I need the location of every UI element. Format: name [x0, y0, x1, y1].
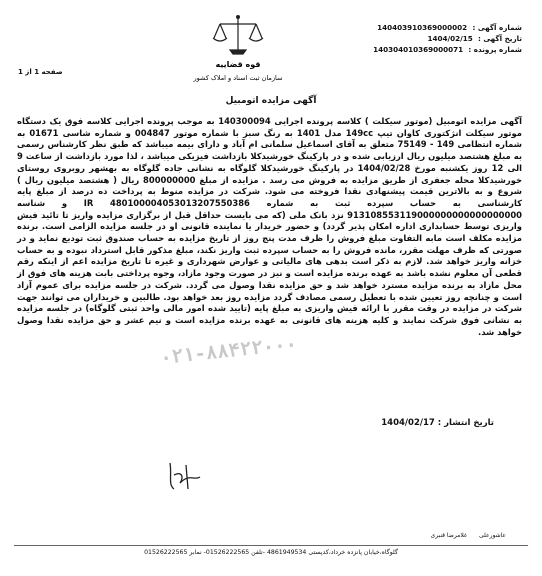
notice-title: آگهی مزایده اتومبیل: [225, 96, 317, 106]
ad-date-label: تاریخ آگهی :: [478, 34, 522, 43]
file-number-value: 140304010369000071: [373, 45, 464, 54]
page-number: صفحه 1 از 1: [18, 68, 63, 76]
ad-date-row: [322, 33, 522, 44]
publication-date-value: 1404/02/17: [381, 418, 435, 428]
footer-signer: [421, 532, 507, 539]
footer-divider: [14, 545, 528, 546]
justice-scales-emblem-icon: [178, 10, 298, 95]
ad-number-label: شماره آگهی :: [472, 23, 522, 32]
publication-date: [381, 418, 494, 428]
ad-number-value: 140403910369000002: [377, 23, 468, 32]
header-info: [322, 22, 522, 55]
signer-role: عاشورعلی: [479, 532, 506, 539]
signer-name: غلامرضا قنبری: [430, 532, 468, 539]
handwritten-signature-icon: [160, 455, 230, 495]
ad-number-row: [322, 22, 522, 33]
svg-text:سازمان ثبت اسناد و املاک کشور: سازمان ثبت اسناد و املاک کشور: [193, 74, 283, 82]
file-number-label: شماره پرونده :: [468, 45, 522, 54]
file-number-row: [322, 44, 522, 55]
publication-date-label: تاریخ انتشار :: [437, 418, 494, 428]
notice-body-text: آگهی مزایده اتومبیل (موتور سیکلت ) کلاسه پرونده اجرایی 140300094 به موجب پرونده اجرایی کلاسه فوق یک دستگاه موتور سیکلت انژکتوری کاوان تیپ 149cc مدل 1401 به رنگ سبز با شماره موتور 004847 و شماره شاسی 01671 به شماره انتظامی 149 - 75149 متعلق به آقای اسماعیل سلمانی ام آباد و دارای بیمه میباشد که طبق نظر کارشناس رسمی به مبلغ هشتصد میلیون ریال ارزیابی شده و در پارکینگ خورشیدکلا بازداشت فیزیکی میباشد ، لذا مورد بازداشت از ساعت 9 الی 12 روز یکشنبه مورخ 1404/02/28 در پارکینگ خورشیدکلا گلوگاه به نشانی جاده گلوگاه به بهشهر روبروی روستای خورشیدکلا محله جعفری از طریق مزایده به فروش می رسد . مزایده از مبلغ 800000000 ریال ( هشتصد میلیون ریال ) شروع و به بالاترین قیمت پیشنهادی نقدا فروخته می شود. شرکت در مزایده منوط به پرداخت ده درصد از مبلغ پایه کارشناسی به حساب سپرده ثبت به شماره IR 480100004053013207550386 و شناسه 913108553119000000000000000000 نزد بانک ملی (که می بایست حداقل قبل از برگزاری مزایده واریز تا تائید فیش واریزی توسط حسابداری اداره امکان پذیر گردد) و حضور خریدار یا نماینده قانونی او در جلسه مزایده الزامی است. برنده مزایده مکلف است مابه التفاوت مبلغ فروش را ظرف مدت پنج روز از تاریخ مزایده به حساب صندوق ثبت تودیع نماید و در صورتی که ظرف مهلت مقرر، مانده فروش را به حساب سپرده ثبت واریز نکند، مبلغ مذکور قابل استرداد نبوده و به حساب خزانه واریز خواهد شد. لازم به ذکر است بدهی های مالیاتی و عوارض شهرداری و غیره تا تاریخ مزایده اعم از اینکه رقم قطعی آن معلوم نشده باشد به عهده برنده مزایده است و نیز در صورت وجود مازاد، وجوه پرداختی بابت هزینه های فوق از محل مازاد به برنده مزایده مسترد خواهد شد و حق مزایده نقدا وصول می گردد. شرکت در جلسه مزایده برای عموم آزاد است و چنانچه روز تعیین شده با تعطیل رسمی مصادف گردد مزایده روز بعد خواهد بود. طالبین و خریداران می توانند جهت شرکت در مزایده در وقت مقرر با ارائه فیش واریزی به مبلغ پایه (تایید شده امور مالی واحد ثبتی گلوگاه) در جلسه مزایده به نشانی فوق شرکت نمایند و کلیه هزینه های قانونی به عهده برنده مزایده است و نیم عشر و حق مزایده نقدا وصول خواهد شد.: [17, 116, 522, 337]
ad-date-value: 1404/02/15: [427, 34, 473, 43]
svg-text:قوه قضاییه: قوه قضاییه: [215, 60, 261, 69]
phone-watermark: ۰۲۱-۸۸۴۲۲۰۰۰: [159, 332, 299, 370]
notice-body: [17, 116, 522, 338]
footer-address: گلوگاه،خیابان پانزده خرداد،کدپستی 4861949534 -تلفن 01526222565- نمابر 01526222565: [144, 549, 398, 556]
